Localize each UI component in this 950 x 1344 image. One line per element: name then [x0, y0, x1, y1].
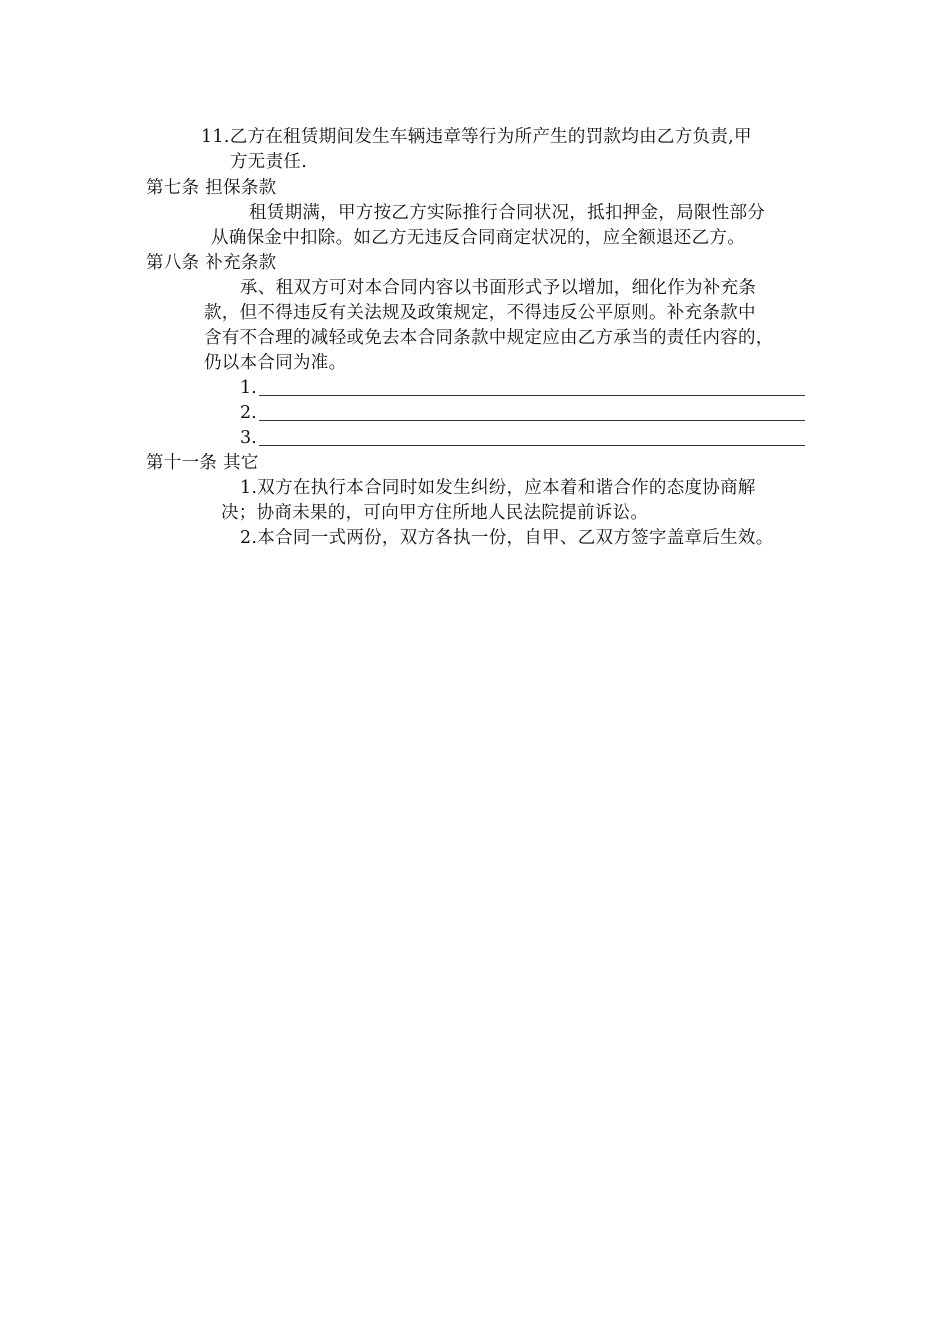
article-11-item-1-line-2: 决；协商未果的，可向甲方住所地人民法院提前诉讼。	[221, 503, 649, 523]
article-11-item-2: 2.本合同一式两份，双方各执一份，自甲、乙双方签字盖章后生效。	[240, 528, 774, 548]
article-11-item-1-line-1: 1.双方在执行本合同时如发生纠纷，应本着和谐合作的态度协商解	[240, 478, 756, 498]
item-11-line-1: 11.乙方在租赁期间发生车辆违章等行为所产生的罚款均由乙方负责,甲	[201, 127, 752, 147]
article-8-heading: 第八条 补充条款	[146, 253, 277, 273]
blank-underline	[259, 445, 805, 446]
article-7-heading: 第七条 担保条款	[146, 178, 277, 198]
article-8-line-1: 承、租双方可对本合同内容以书面形式予以增加，细化作为补充条	[240, 278, 757, 298]
article-11-heading: 第十一条 其它	[146, 453, 259, 473]
supplement-blank-number: 3.	[240, 428, 257, 448]
supplement-blank-1	[240, 376, 805, 400]
supplement-blank-number: 1.	[240, 378, 257, 398]
item-11-line-2: 方无责任.	[230, 152, 308, 172]
supplement-blank-3	[240, 426, 805, 450]
article-8-line-4: 仍以本合同为准。	[204, 353, 347, 373]
supplement-blank-number: 2.	[240, 403, 257, 423]
article-8-line-3: 含有不合理的减轻或免去本合同条款中规定应由乙方承当的责任内容的，	[204, 328, 774, 348]
supplement-blank-2	[240, 401, 805, 425]
blank-underline	[259, 420, 805, 421]
article-8-line-2: 款，但不得违反有关法规及政策规定，不得违反公平原则。补充条款中	[204, 303, 756, 323]
blank-underline	[259, 395, 805, 396]
article-7-line-1: 租赁期满，甲方按乙方实际推行合同状况，抵扣押金，局限性部分	[249, 203, 766, 223]
article-7-line-2: 从确保金中扣除。如乙方无违反合同商定状况的，应全额退还乙方。	[211, 228, 745, 248]
